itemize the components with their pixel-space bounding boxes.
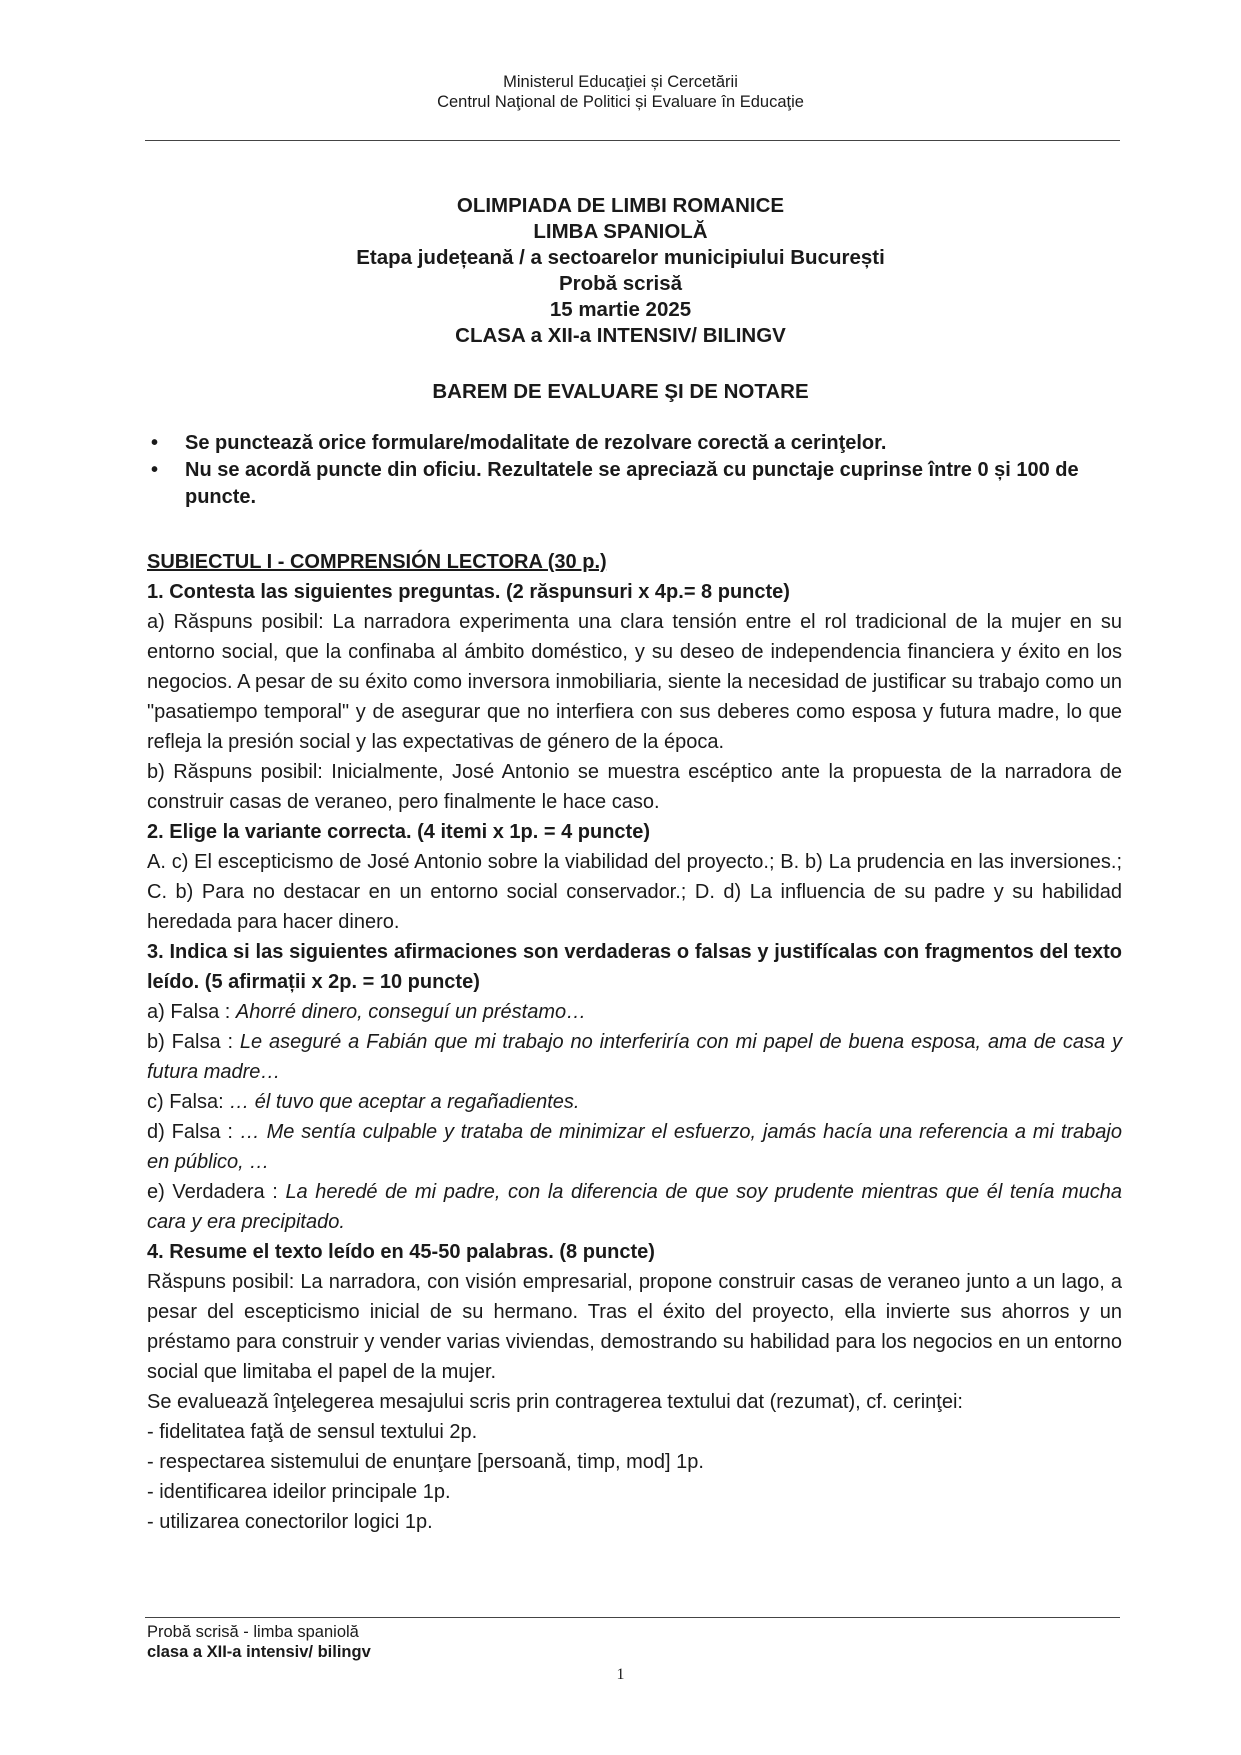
q3-item-label: d) Falsa : xyxy=(147,1121,240,1143)
title-exam-type: Probă scrisă xyxy=(558,272,683,295)
document-title xyxy=(0,193,1241,349)
ministry-header xyxy=(0,72,1241,112)
q1-answer-a: a) Răspuns posibil: La narradora experimenta una clara tensión entre el rol tradicional de la mujer en su entorno social, que la confinaba al ámbito doméstico, y su deseo de independencia financiera y éxito en los negocios. A pesar de su éxito como inversora inmobiliaria, siente la necesidad de justificar su trabajo como un "pasatiempo temporal" y de asegurar que no interfiera con sus deberes como esposa y futura madre, lo que refleja la presión social y las expectativas de género de la época. xyxy=(147,611,1122,753)
q3-item xyxy=(147,1027,1122,1087)
q3-item-label: e) Verdadera : xyxy=(147,1181,286,1203)
q4-criterion: - utilizarea conectorilor logici 1p. xyxy=(147,1511,433,1533)
q3-item-quote: … Me sentía culpable y trataba de minimizar el esfuerzo, jamás hacía una referencia a mi trabajo en público, … xyxy=(147,1121,1122,1173)
q3-item-quote: La heredé de mi padre, con la diferencia de que soy prudente mientras que él tenía mucha cara y era precipitado. xyxy=(147,1181,1122,1233)
title-stage: Etapa județeană / a sectoarelor municipiului București xyxy=(356,246,885,269)
barem-title: BAREM DE EVALUARE ŞI DE NOTARE xyxy=(432,380,809,403)
q4-criterion: - identificarea ideilor principale 1p. xyxy=(147,1481,451,1503)
q3-item xyxy=(147,997,1122,1027)
q3-item-quote: … él tuvo que aceptar a regañadientes. xyxy=(229,1091,580,1113)
title-class: CLASA a XII-a INTENSIV/ BILINGV xyxy=(455,324,786,347)
ministry-name: Ministerul Educaţiei și Cercetării xyxy=(503,73,738,91)
general-rules xyxy=(145,430,1120,511)
q4-criterion: - respectarea sistemului de enunţare [persoană, timp, mod] 1p. xyxy=(147,1451,704,1473)
q3-item-quote: Ahorré dinero, conseguí un préstamo… xyxy=(235,1001,587,1023)
subject-content xyxy=(147,547,1122,1537)
rule-text: Nu se acordă puncte din oficiu. Rezultatele se apreciază cu punctaje cuprinse între 0 și 100 de puncte. xyxy=(185,459,1079,508)
page-number: 1 xyxy=(616,1666,625,1683)
q4-criteria-intro: Se evaluează înţelegerea mesajului scris prin contragerea textului dat (rezumat), cf. cerinţei: xyxy=(147,1391,963,1413)
q2-answers: A. c) El escepticismo de José Antonio sobre la viabilidad del proyecto.; B. b) La prudencia en las inversiones.; C. b) Para no destacar en un entorno social conservador.; D. d) La influencia de su padre y su habilidad heredada para hacer dinero. xyxy=(147,851,1122,933)
q4-answer: Răspuns posibil: La narradora, con visión empresarial, propone construir casas de veraneo junto a un lago, a pesar del escepticismo inicial de su hermano. Tras el éxito del proyecto, ella invierte sus ahorros y un préstamo para construir y vender varias viviendas, demostrando su habilidad para los negocios en un entorno social que limitaba el papel de la mujer. xyxy=(147,1271,1122,1383)
q3-item-label: c) Falsa: xyxy=(147,1091,230,1113)
title-language: LIMBA SPANIOLĂ xyxy=(533,220,708,243)
title-olympiad: OLIMPIADA DE LIMBI ROMANICE xyxy=(456,194,785,217)
q3-item xyxy=(147,1087,1122,1117)
q3-item xyxy=(147,1117,1122,1177)
q1-title: 1. Contesta las siguientes preguntas. (2 răspunsuri x 4p.= 8 puncte) xyxy=(147,581,790,603)
footer-class: clasa a XII-a intensiv/ bilingv xyxy=(147,1643,371,1661)
q3-item-quote: Le aseguré a Fabián que mi trabajo no interferiría con mi papel de buena esposa, ama de casa y futura madre… xyxy=(147,1031,1123,1083)
q4-criterion: - fidelitatea faţă de sensul textului 2p. xyxy=(147,1421,478,1443)
q4-title: 4. Resume el texto leído en 45-50 palabras. (8 puncte) xyxy=(147,1241,655,1263)
footer-exam: Probă scrisă - limba spaniolă xyxy=(147,1623,359,1641)
q3-item-label: a) Falsa : xyxy=(147,1001,236,1023)
q2-title: 2. Elige la variante correcta. (4 itemi x 1p. = 4 puncte) xyxy=(147,821,650,843)
page-footer xyxy=(147,1622,371,1662)
q1-answer-b: b) Răspuns posibil: Inicialmente, José Antonio se muestra escéptico ante la propuesta de la narradora de construir casas de veraneo, pero finalmente le hace caso. xyxy=(147,761,1122,813)
center-name: Centrul Naţional de Politici și Evaluare în Educaţie xyxy=(437,93,804,111)
header-divider xyxy=(145,140,1120,141)
rule-item xyxy=(145,430,1120,457)
bullet-icon: • xyxy=(151,459,159,481)
bullet-icon: • xyxy=(151,432,159,454)
q3-item-label: b) Falsa : xyxy=(147,1031,240,1053)
footer-divider xyxy=(145,1617,1120,1618)
rule-text: Se punctează orice formulare/modalitate de rezolvare corectă a cerinţelor. xyxy=(185,432,887,454)
rule-item xyxy=(145,457,1120,511)
q3-item xyxy=(147,1177,1122,1237)
subject-heading: SUBIECTUL I - COMPRENSIÓN LECTORA (30 p.) xyxy=(147,551,607,573)
q3-title: 3. Indica si las siguientes afirmaciones son verdaderas o falsas y justifícalas con fragmentos del texto leído. (5 afirmații x 2p. = 10 puncte) xyxy=(147,941,1122,993)
title-date: 15 martie 2025 xyxy=(549,298,692,321)
